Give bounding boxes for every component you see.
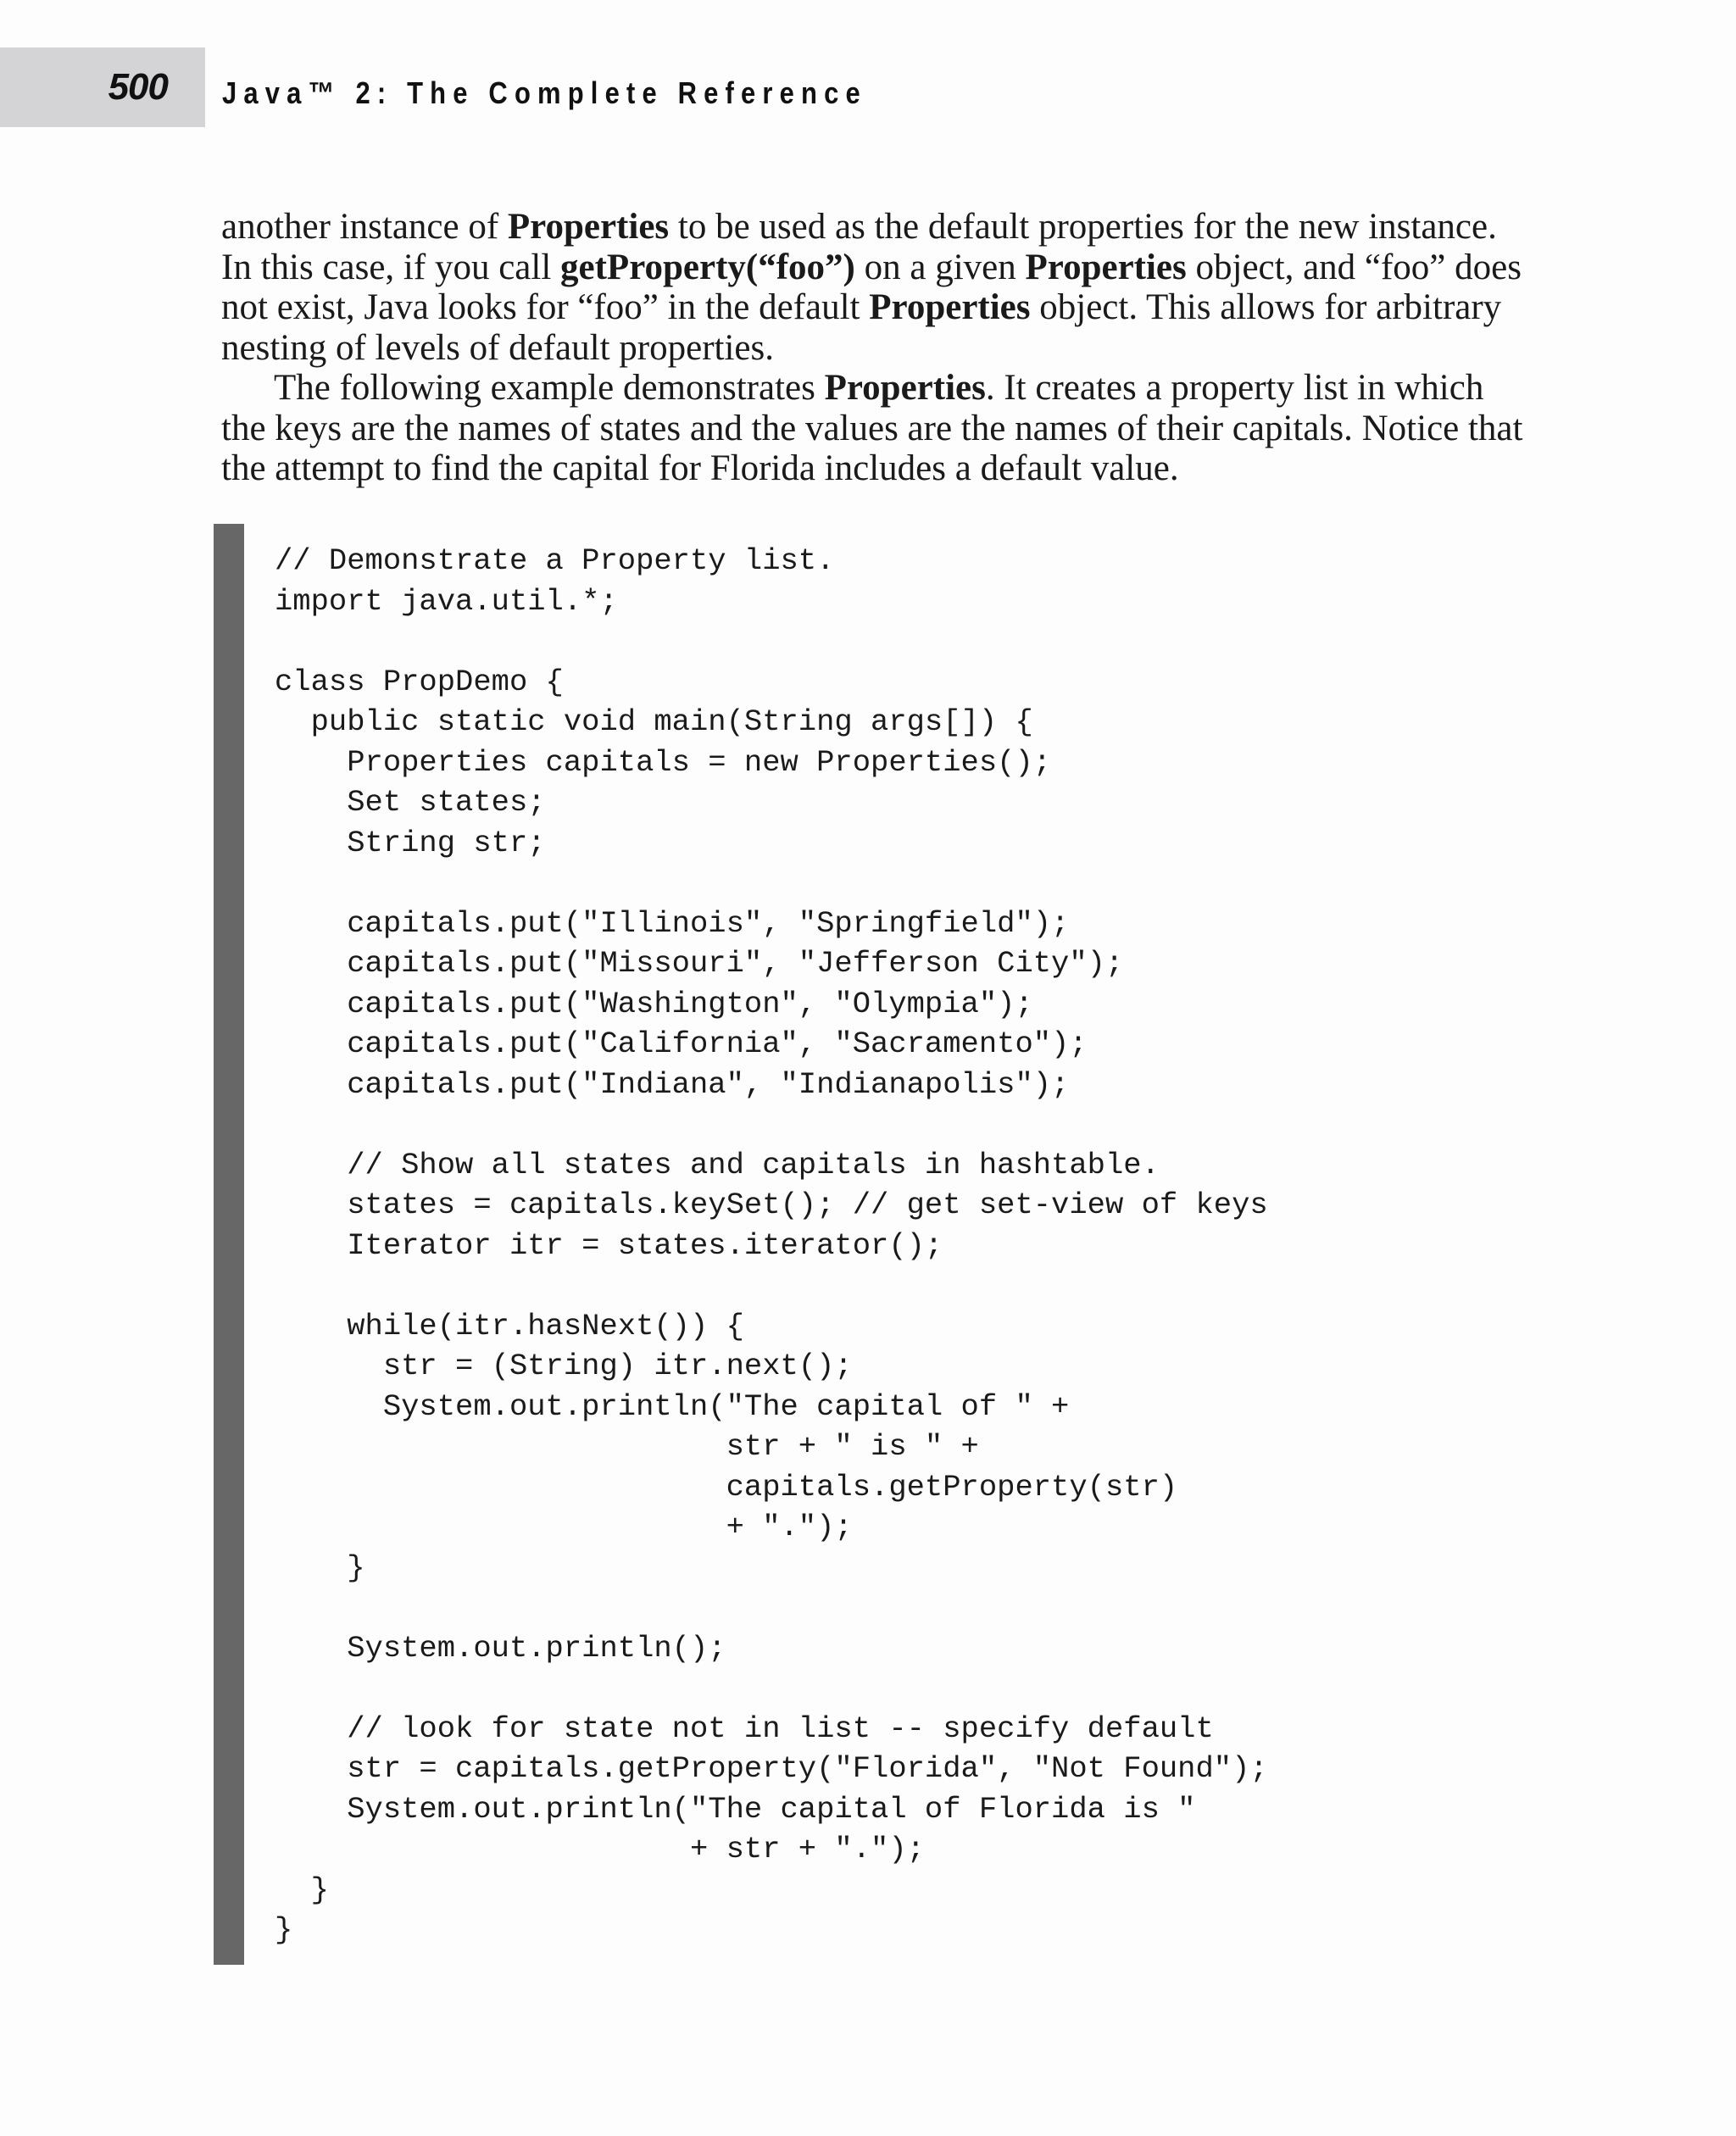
body-text bbox=[221, 207, 1527, 489]
code-listing-bar bbox=[214, 524, 244, 1965]
paragraph-1-bold-4: Properties bbox=[869, 287, 1031, 327]
paragraph-1-text-3: on a given bbox=[854, 247, 1026, 287]
paragraph-1-text-2: to be used as the default properties for the new instance. In this case, if you call bbox=[221, 207, 1497, 287]
paragraph-1-text-5: object. This allows for arbitrary nesting of levels of default properties. bbox=[221, 287, 1502, 368]
paragraph-2-bold-1: Properties bbox=[824, 368, 986, 408]
paragraph-2 bbox=[221, 368, 1527, 489]
paragraph-1-text-4: object, and “foo” does not exist, Java looks for “foo” in the default bbox=[221, 247, 1522, 327]
paragraph-2-text-1: The following example demonstrates bbox=[274, 368, 825, 408]
paragraph-1 bbox=[221, 207, 1527, 368]
paragraph-2-text-2: . It creates a property list in which the keys are the names of states and the values are the names of their capitals. Notice that the attempt to find the capital for Florida includes a default value. bbox=[221, 368, 1523, 488]
running-head: Java™ 2: The Complete Reference bbox=[222, 75, 867, 110]
paragraph-1-bold-1: Properties bbox=[507, 207, 670, 247]
page-number: 500 bbox=[108, 66, 168, 108]
code-listing: // Demonstrate a Property list. import java.util.*; class PropDemo { public static void main(String args[]) { Properties capitals = new Properties(); Set states; String str; capitals.put("Illinois", "Springfield"); capitals.put("Missouri", "Jefferson City"); capitals.put("Washington", "Olympia"); capitals.put("California", "Sacramento"); capitals.put("Indiana", "Indianapolis"); // Show all states and capitals in hashtable. states = capitals.keySet(); // get set-view of keys Iterator itr = states.iterator(); while(itr.hasNext()) { str = (String) itr.next(); System.out.println("The capital of " + str + " is " + capitals.getProperty(str) + "."); } System.out.println(); // look for state not in list -- specify default str = capitals.getProperty("Florida", "Not Found"); System.out.println("The capital of Florida is " + str + "."); } } bbox=[275, 543, 1268, 1947]
paragraph-1-bold-3: Properties bbox=[1025, 247, 1187, 287]
paragraph-1-text-1: another instance of bbox=[221, 207, 508, 247]
paragraph-1-bold-2: getProperty(“foo”) bbox=[560, 247, 855, 287]
